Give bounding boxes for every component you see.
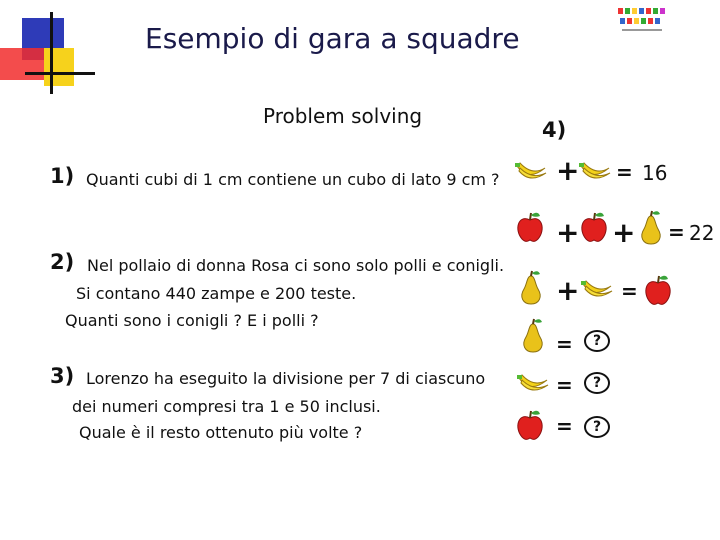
apple-icon	[514, 210, 546, 244]
equals-sign: =	[621, 279, 638, 303]
problem-3-text-line-2: dei numeri compresi tra 1 e 50 inclusi.	[72, 397, 381, 416]
problem-2-text-line-2: Si contano 440 zampe e 200 teste.	[76, 284, 357, 303]
banana-icon	[580, 276, 614, 302]
logo-icon	[616, 6, 670, 36]
page-subtitle: Problem solving	[263, 104, 423, 128]
equals-sign: =	[556, 373, 573, 397]
problem-2-text-line-1: Nel pollaio di donna Rosa ci sono solo polli e conigli.	[87, 256, 505, 275]
pear-icon	[518, 270, 544, 306]
problem-1-text: Quanti cubi di 1 cm contiene un cubo di lato 9 cm ?	[86, 170, 500, 189]
problem-2-number: 2)	[50, 250, 75, 274]
problem-3-text-line-3: Quale è il resto ottenuto più volte ?	[79, 423, 363, 442]
apple-icon	[514, 408, 546, 442]
banana-icon	[516, 370, 550, 396]
equals-sign: =	[556, 332, 573, 356]
decor-red-square	[0, 48, 44, 80]
plus-sign: +	[612, 216, 636, 249]
decor-horizontal-line	[25, 72, 95, 75]
result-value: 22	[689, 221, 715, 245]
question-mark-icon: ?	[584, 330, 610, 352]
problem-3-number: 3)	[50, 364, 75, 388]
apple-icon	[578, 210, 610, 244]
problem-2-text-line-3: Quanti sono i conigli ? E i polli ?	[65, 311, 319, 330]
problem-1-number: 1)	[50, 164, 75, 188]
equals-sign: =	[668, 220, 685, 244]
decor-vertical-line	[50, 12, 53, 94]
apple-icon	[642, 273, 674, 307]
page-title: Esempio di gara a squadre	[145, 22, 520, 55]
question-mark-icon: ?	[584, 416, 610, 438]
plus-sign: +	[556, 216, 580, 249]
problem-4-number: 4)	[542, 118, 567, 142]
pear-icon	[520, 318, 546, 354]
plus-sign: +	[556, 274, 580, 307]
banana-icon	[578, 158, 612, 184]
equals-sign: =	[556, 414, 573, 438]
problem-3-text-line-1: Lorenzo ha eseguito la divisione per 7 di ciascuno	[86, 369, 486, 388]
question-mark-icon: ?	[584, 372, 610, 394]
equals-sign: =	[616, 160, 633, 184]
result-value: 16	[642, 161, 668, 185]
banana-icon	[514, 158, 548, 184]
decor-yellow-square	[44, 48, 74, 86]
pear-icon	[638, 210, 664, 246]
plus-sign: +	[556, 154, 580, 187]
